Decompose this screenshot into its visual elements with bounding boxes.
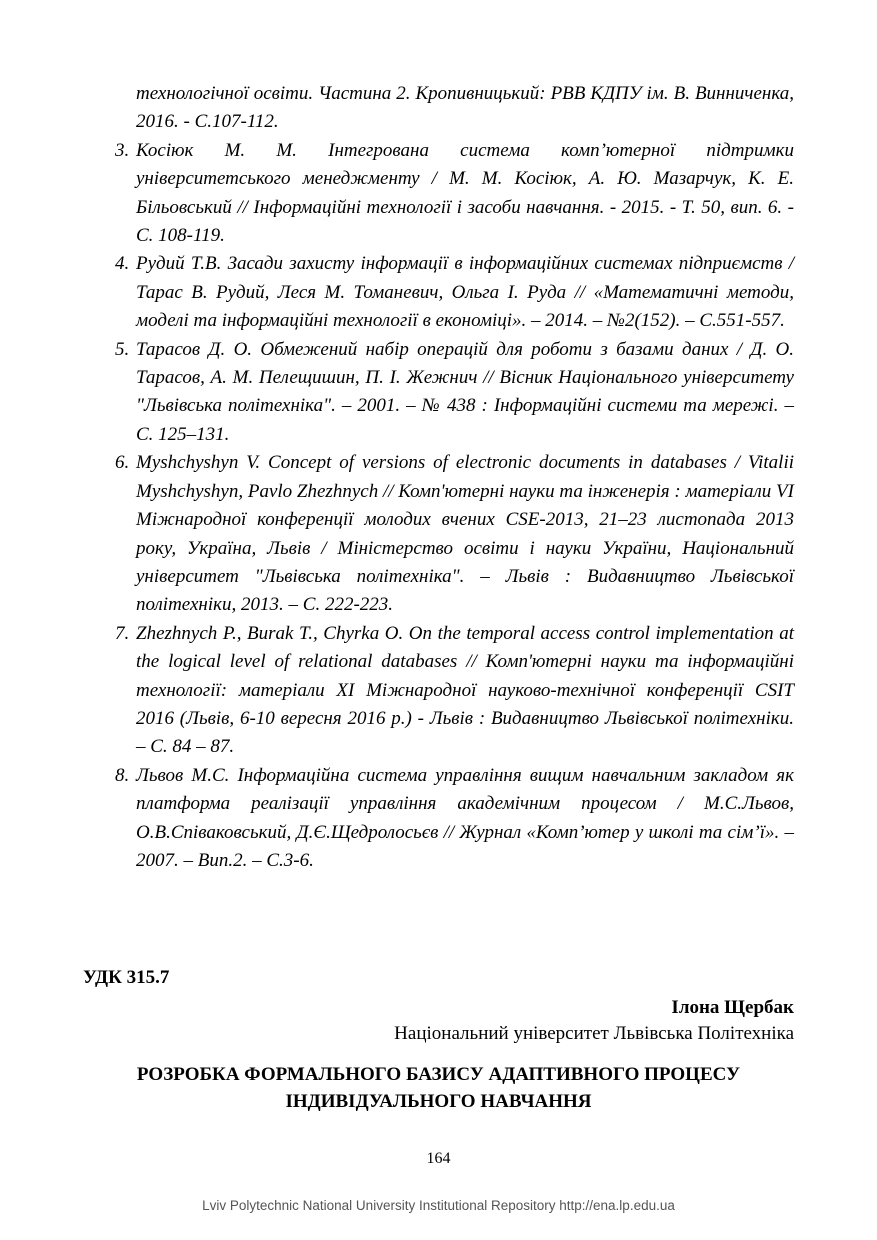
reference-item (115, 137, 794, 251)
author-name: Ілона Щербак (671, 997, 794, 1018)
reference-number: 3. (115, 139, 130, 161)
reference-item (115, 620, 794, 762)
reference-number: 5. (115, 338, 130, 360)
reference-item (115, 762, 794, 876)
reference-number: 4. (115, 253, 130, 275)
reference-item (115, 449, 794, 619)
reference-text: технологічної освіти. Частина 2. Кропивницький: РВВ КДПУ ім. В. Винниченка, 2016. - С.107-112. (136, 83, 794, 133)
repository-footer: Lviv Polytechnic National University Institutional Repository http://ena.lp.edu.ua (202, 1198, 675, 1213)
article-title-line: РОЗРОБКА ФОРМАЛЬНОГО БАЗИСУ АДАПТИВНОГО ПРОЦЕСУ (136, 1064, 741, 1085)
article-title-line: ІНДИВІДУАЛЬНОГО НАВЧАННЯ (285, 1091, 592, 1112)
reference-number: 6. (115, 452, 130, 474)
reference-text: Zhezhnych P., Burak T., Chyrka O. On the temporal access control implementation at the logical level of relational databases // Комп'ютерні науки та інформаційні технології: матеріали XI Міжнародної науково-технічної конференції CSIT 2016 (Львів, 6-10 вересня 2016 р.) - Львів : Видавництво Львівської політехніки. – С. 84 – 87. (136, 622, 794, 758)
reference-text: Рудий Т.В. Засади захисту інформації в інформаційних системах підприємств / Тарас В. Рудий, Леся М. Томаневич, Ольга І. Руда // «Математичні методи, моделі та інформаційні технології в економіці». – 2014. – №2(152). – С.551-557. (136, 253, 794, 332)
reference-item (115, 80, 794, 137)
reference-item (115, 336, 794, 450)
article-title (83, 1061, 794, 1115)
reference-text: Косіюк М. М. Інтегрована система комп’ютерної підтримки університетського менеджменту / М. М. Косіюк, А. Ю. Мазарчук, К. Е. Більовський // Інформаційні технології і засоби навчання. - 2015. - Т. 50, вип. 6. - С. 108-119. (136, 139, 794, 247)
author-affiliation: Національний університет Львівська Політехніка (394, 1023, 794, 1044)
reference-list (115, 80, 794, 875)
reference-number: 7. (115, 622, 130, 644)
reference-text: Myshchyshyn V. Concept of versions of electronic documents in databases / Vitalii Myshchyshyn, Pavlo Zhezhnych // Комп'ютерні науки та інженерія : матеріали VI Міжнародної конференції молодих вчених CSE-2013, 21–23 листопада 2013 року, Україна, Львів / Міністерство освіти і науки України, Національний університет "Львівська політехніка". – Львів : Видавництво Львівської політехніки, 2013. – С. 222-223. (136, 452, 794, 616)
reference-item (115, 250, 794, 335)
udc-code: УДК 315.7 (83, 967, 170, 988)
reference-text: Тарасов Д. О. Обмежений набір операцій для роботи з базами даних / Д. О. Тарасов, А. М. Пелещишин, П. І. Жежнич // Вісник Національного університету "Львівська політехніка". – 2001. – № 438 : Інформаційні системи та мережі. – С. 125–131. (136, 338, 794, 445)
reference-text: Львов М.С. Інформаційна система управління вищим навчальним закладом як платформа реалізації управління академічним процесом / М.С.Львов, О.В.Співаковський, Д.Є.Щедролосьєв // Журнал «Комп’ютер у школі та сім’ї». – 2007. – Вип.2. – С.3-6. (136, 764, 794, 871)
reference-number: 8. (115, 764, 130, 786)
page-number: 164 (426, 1150, 451, 1167)
